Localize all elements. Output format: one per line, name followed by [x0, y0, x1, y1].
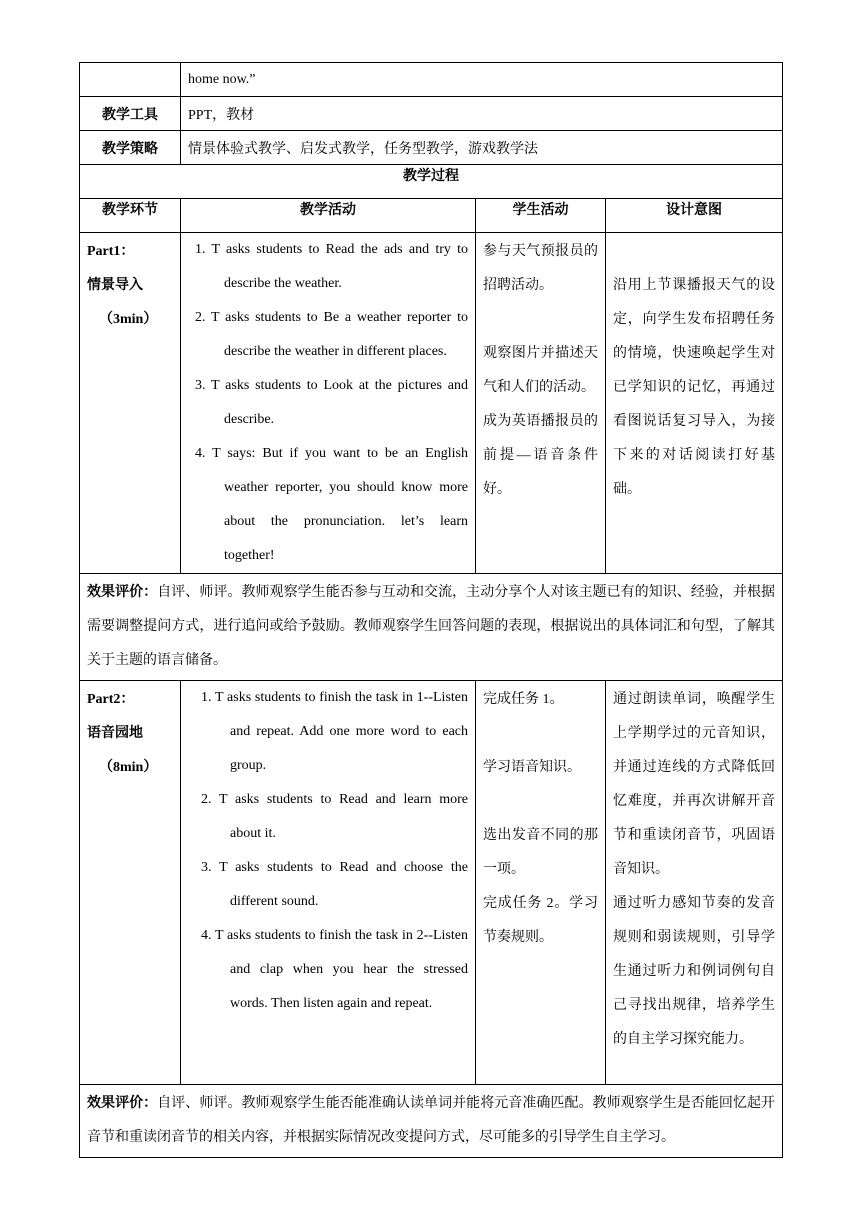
part2-design-cell	[606, 681, 783, 1085]
part1-student-activity: 观察图片并描述天气和人们的活动。	[483, 346, 598, 395]
tools-value: PPT，教材	[181, 97, 783, 131]
part1-student-activity: 成为英语播报员的前提—语音条件好。	[483, 414, 598, 497]
part2-student-activity: 完成任务 1。	[483, 692, 564, 707]
part1-activity: 1. T asks students to Read the ads and try to describe the weather.	[195, 242, 468, 291]
eval2-text: 自评、师评。教师观察学生能否能准确认读单词并能将元音准确匹配。教师观察学生是否能回忆起开音节和重读闭音节的相关内容，并根据实际情况改变提问方式，尽可能多的引导学生自主学习。	[87, 1096, 776, 1145]
eval1-text: 自评、师评。教师观察学生能否参与互动和交流，主动分享个人对该主题已有的知识、经验，并根据需要调整提问方式，进行追问或给予鼓励。教师观察学生回答问题的表现，根据说出的具体词汇和句型，了解其关于主题的语言储备。	[87, 585, 776, 668]
process-title: 教学过程	[80, 165, 783, 199]
part2-design: 通过朗读单词，唤醒学生上学期学过的元音知识，并通过连线的方式降低回忆难度，并再次讲解开音节和重读闭音节，巩固语音知识。	[613, 692, 776, 877]
continued-row	[80, 63, 783, 97]
eval1-label: 效果评价：	[87, 585, 158, 600]
column-header-row	[80, 199, 783, 233]
eval2-cell	[80, 1085, 783, 1158]
part2-student-cell	[476, 681, 606, 1085]
process-title-row	[80, 165, 783, 199]
part2-activities-cell	[181, 681, 476, 1085]
eval2-row	[80, 1085, 783, 1158]
part1-activity: 3. T asks students to Look at the pictures and describe.	[195, 378, 468, 427]
strategy-value: 情景体验式教学、启发式教学，任务型教学，游戏教学法	[181, 131, 783, 165]
part2-design: 通过听力感知节奏的发音规则和弱读规则，引导学生通过听力和例词例句自己寻找出规律，培养学生的自主学习探究能力。	[613, 896, 776, 1047]
part2-activity: 2. T asks students to Read and learn more about it.	[201, 792, 468, 841]
part1-stage-cell	[80, 233, 181, 574]
part2-activity: 4. T asks students to finish the task in 2--Listen and clap when you hear the stressed words. Then listen again and repeat.	[201, 928, 468, 1011]
header-student-activity: 学生活动	[476, 199, 606, 233]
part2-student-activity: 完成任务 2。学习节奏规则。	[483, 896, 598, 945]
part1-activity: 2. T asks students to Be a weather reporter to describe the weather in different places.	[195, 310, 468, 359]
part1-row	[80, 233, 783, 574]
tools-label: 教学工具	[80, 97, 181, 131]
part2-time: （8min）	[99, 760, 158, 775]
part2-row	[80, 681, 783, 1085]
part2-activity: 3. T asks students to Read and choose the different sound.	[201, 860, 468, 909]
part1-time: （3min）	[99, 312, 158, 327]
eval1-row	[80, 574, 783, 681]
part1-student-cell	[476, 233, 606, 574]
header-stage: 教学环节	[80, 199, 181, 233]
eval1-cell	[80, 574, 783, 681]
part1-title: 情景导入	[87, 278, 143, 293]
part2-name: Part2：	[87, 692, 135, 707]
part1-design: 沿用上节课播报天气的设定，向学生发布招聘任务的情境，快速唤起学生对已学知识的记忆，再通过看图说话复习导入，为接下来的对话阅读打好基础。	[613, 278, 776, 497]
part2-activity: 1. T asks students to finish the task in 1--Listen and repeat. Add one more word to each group.	[201, 690, 468, 773]
part2-title: 语音园地	[87, 726, 143, 741]
header-design-intent: 设计意图	[606, 199, 783, 233]
eval2-label: 效果评价：	[87, 1096, 158, 1111]
strategy-row	[80, 131, 783, 165]
empty-label-cell	[80, 63, 181, 97]
continued-text: home now.”	[181, 63, 783, 97]
part1-design-cell	[606, 233, 783, 574]
part1-activity: 4. T says: But if you want to be an English weather reporter, you should know more about the pronunciation. let’s learn together!	[195, 446, 468, 563]
part1-activities-cell	[181, 233, 476, 574]
part2-student-activity: 选出发音不同的那一项。	[483, 828, 598, 877]
header-teacher-activity: 教学活动	[181, 199, 476, 233]
lesson-plan-table	[79, 62, 783, 1158]
part1-name: Part1：	[87, 244, 135, 259]
part1-student-activity: 参与天气预报员的招聘活动。	[483, 244, 598, 293]
part2-stage-cell	[80, 681, 181, 1085]
part1-activity-list	[188, 233, 468, 573]
strategy-label: 教学策略	[80, 131, 181, 165]
tools-row	[80, 97, 783, 131]
part2-student-activity: 学习语音知识。	[483, 760, 581, 775]
part2-activity-list	[188, 681, 468, 1021]
